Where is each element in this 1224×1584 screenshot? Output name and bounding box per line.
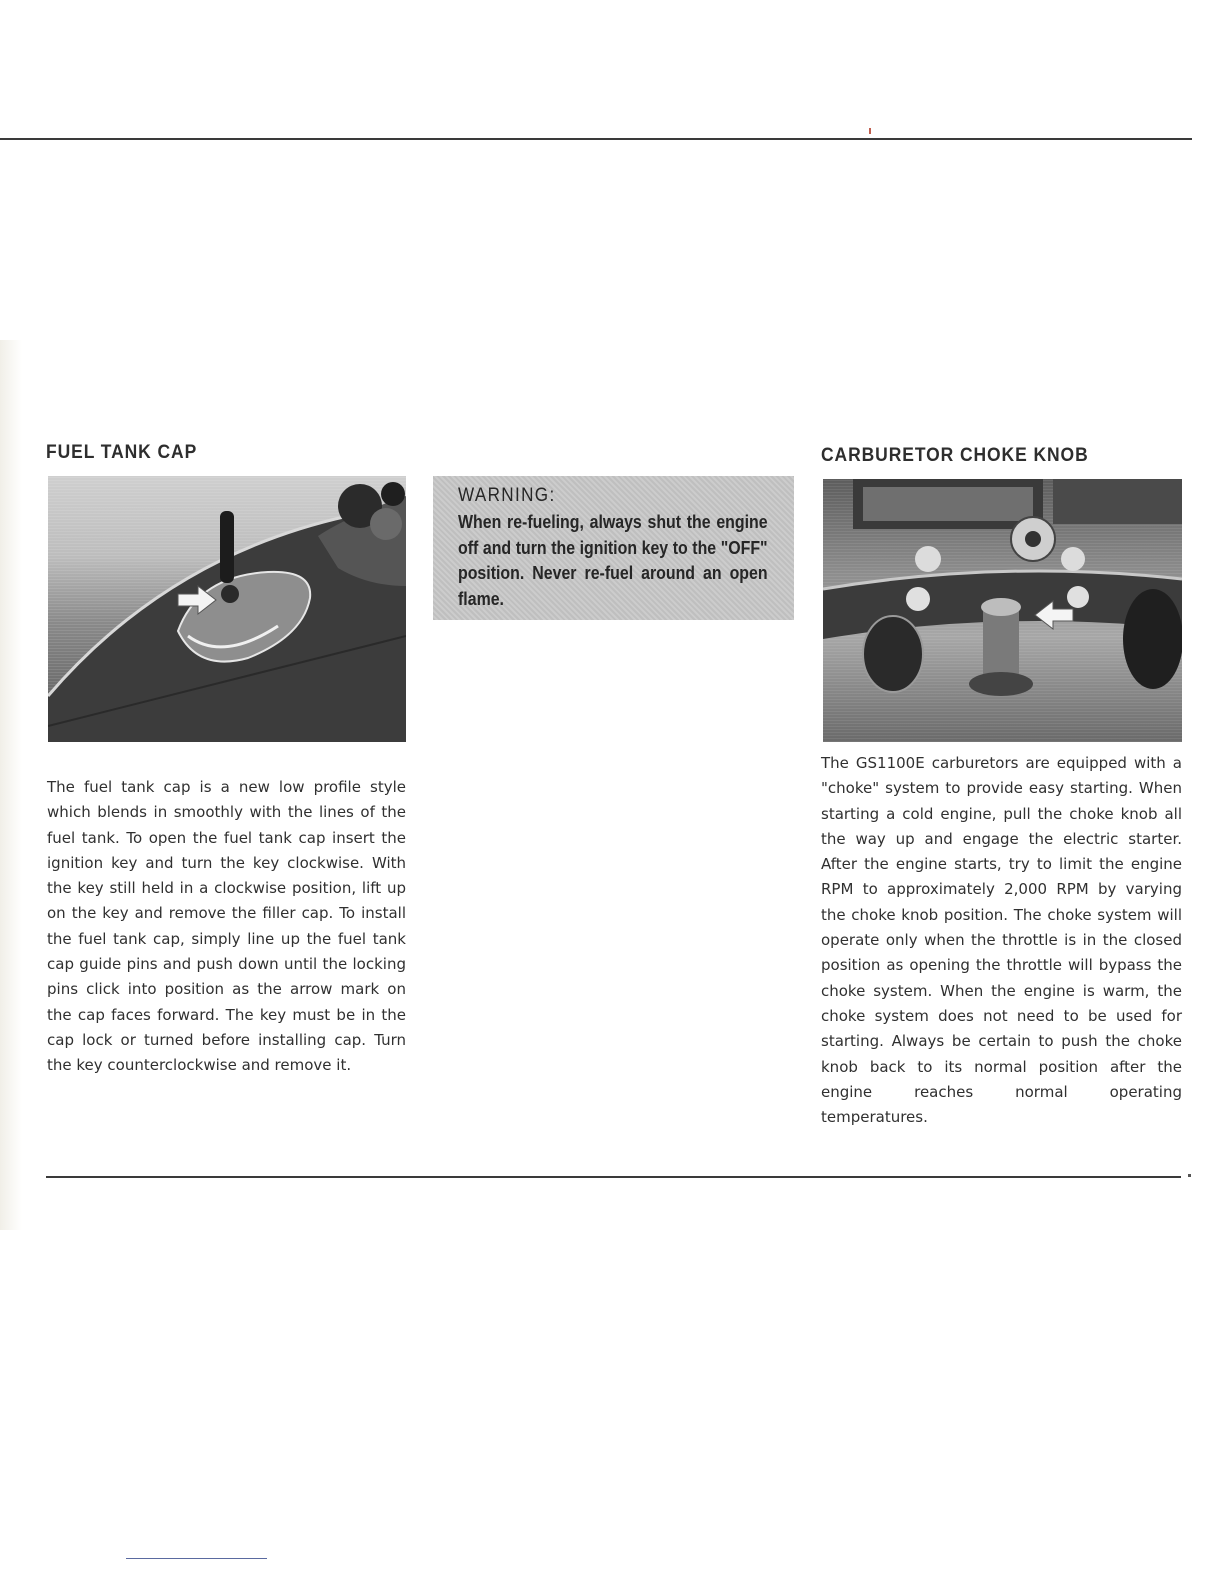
bottom-rule bbox=[46, 1176, 1181, 1178]
footer-underline bbox=[126, 1558, 267, 1559]
top-rule bbox=[0, 138, 1192, 140]
carburetor-choke-knob-body: The GS1100E carburetors are equipped with a "choke" system to provide easy starting. When starting a cold engine, pull the choke knob all the way up and engage the electric starter. After the engine starts, try to limit the engine RPM to approximately 2,000 RPM by varying the choke knob position. The choke system will operate only when the throttle is in the closed position as opening the throttle will bypass the choke system. When the engine is warm, the choke system does not need to be used for starting. Always be certain to push the choke knob back to its normal position after the engine reaches normal operating temperatures. bbox=[821, 754, 1182, 1127]
carburetor-choke-knob-heading: CARBURETOR CHOKE KNOB bbox=[821, 445, 1089, 466]
fuel-tank-cap-photo bbox=[48, 476, 406, 742]
fuel-tank-cap-body: The fuel tank cap is a new low profile style which blends in smoothly with the lines of the fuel tank. To open the fuel tank cap insert the ignition key and turn the key clockwise. With the key still held in a clockwise position, lift up on the key and remove the filler cap. To install the fuel tank cap, simply line up the fuel tank cap guide pins and push down until the locking pins click into position as the arrow mark on the cap faces forward. The key must be in the cap lock or turned before installing cap. Turn the key counterclockwise and remove it. bbox=[47, 778, 406, 1075]
warning-title: WARNING: bbox=[458, 485, 556, 506]
carburetor-choke-knob-photo bbox=[823, 479, 1182, 742]
page-speck bbox=[869, 128, 871, 134]
fuel-tank-cap-heading: FUEL TANK CAP bbox=[46, 442, 198, 463]
page-edge-shadow bbox=[0, 340, 22, 1230]
warning-text: When re-fueling, always shut the engine off and turn the ignition key to the "OFF" position. Never re-fuel around an open flame. bbox=[458, 511, 768, 609]
page-speck bbox=[1188, 1174, 1191, 1177]
warning-box bbox=[433, 476, 794, 620]
